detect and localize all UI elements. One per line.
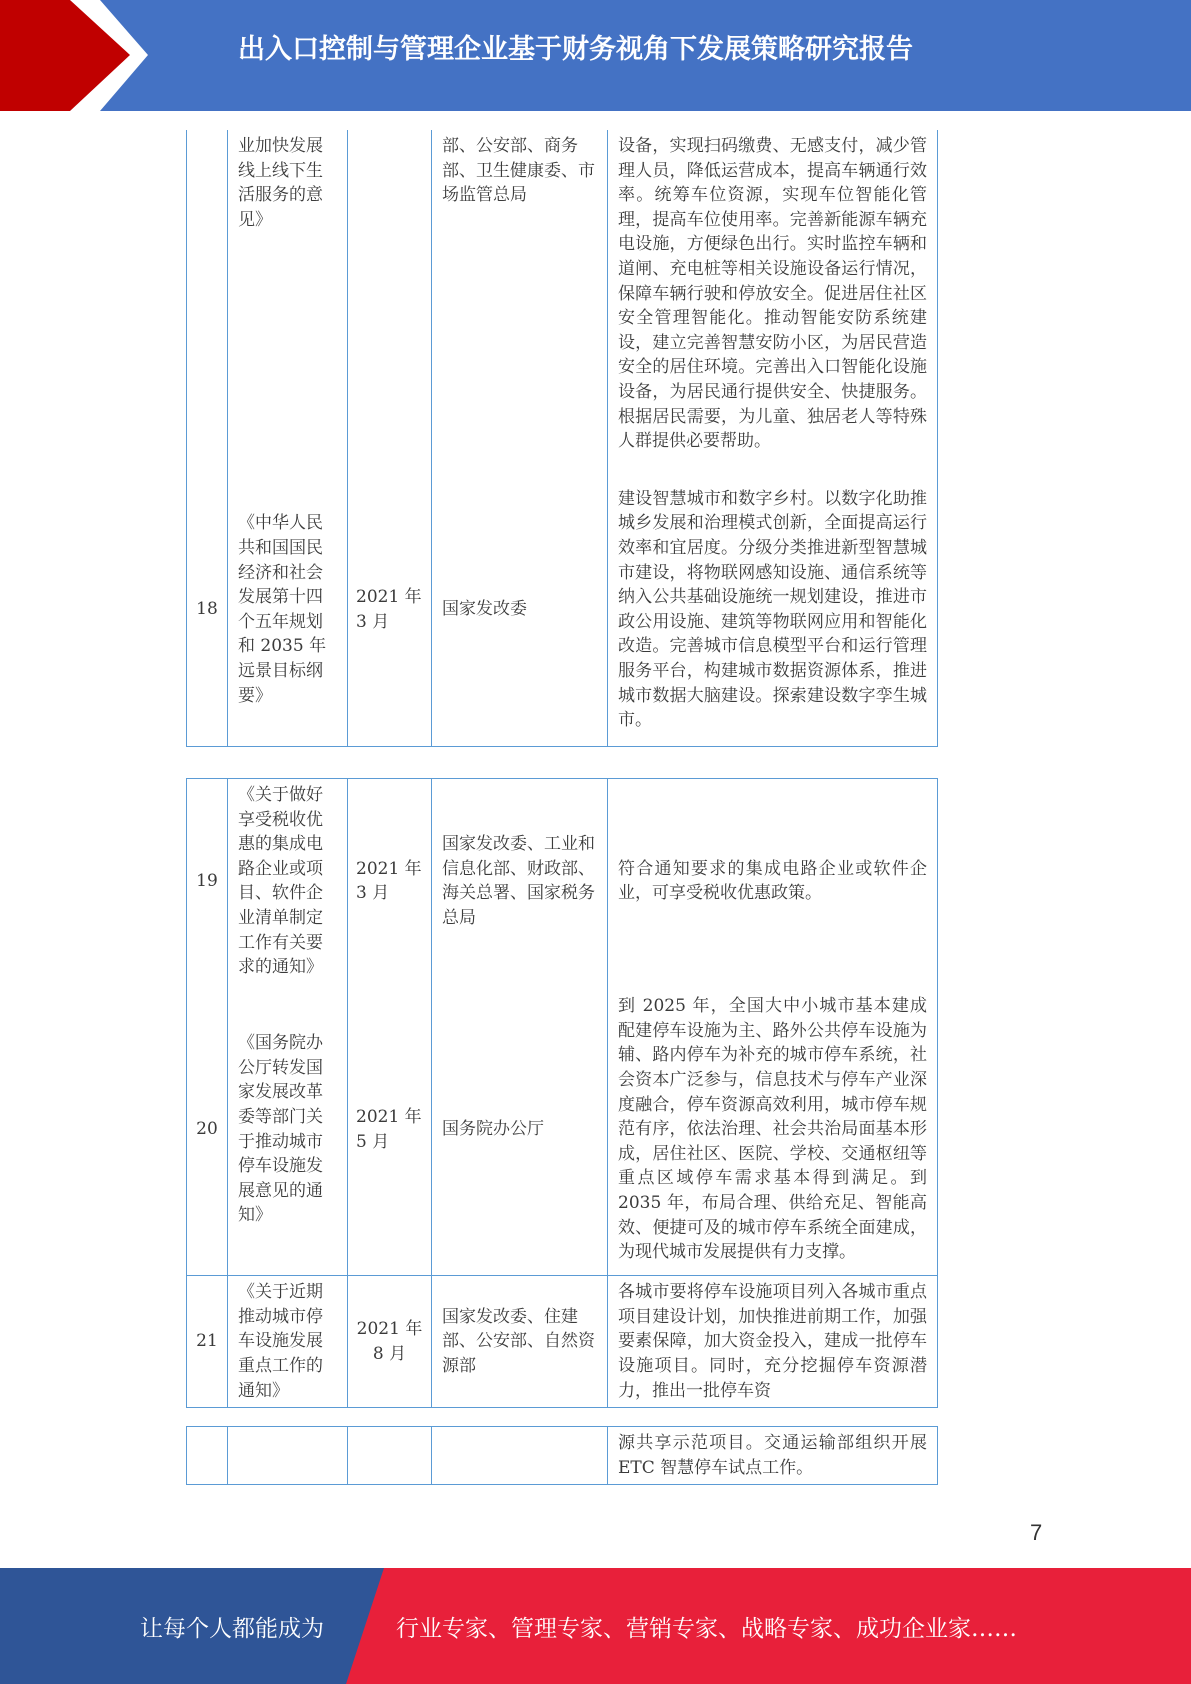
issuing-department: 国家发改委、工业和信息化部、财政部、海关总署、国家税务总局	[432, 779, 608, 984]
page-footer-banner	[0, 1568, 1191, 1684]
row-number: 18	[187, 474, 228, 746]
policy-content: 源共享示范项目。交通运输部组织开展 ETC 智慧停车试点工作。	[608, 1427, 938, 1485]
issue-date	[348, 130, 432, 474]
row-number	[187, 130, 228, 474]
issue-date: 2021 年 8 月	[348, 1276, 432, 1408]
policy-name	[228, 1427, 348, 1485]
row-number	[187, 1427, 228, 1485]
table-row	[187, 474, 938, 746]
row-number: 20	[187, 984, 228, 1276]
footer-slogan-left: 让每个人都能成为	[140, 1616, 324, 1642]
report-title: 出入口控制与管理企业基于财务视角下发展策略研究报告	[238, 34, 913, 65]
footer-slogan-right: 行业专家、管理专家、营销专家、战略专家、成功企业家……	[396, 1616, 1017, 1642]
policy-name: 《中华人民共和国国民经济和社会发展第十四个五年规划和 2035 年远景目标纲要》	[228, 474, 348, 746]
issuing-department: 国家发改委	[432, 474, 608, 746]
table-row	[187, 1276, 938, 1408]
table-row	[187, 984, 938, 1276]
policy-table-part-3	[186, 1426, 938, 1485]
policy-name: 《国务院办公厅转发国家发展改革委等部门关于推动城市停车设施发展意见的通知》	[228, 984, 348, 1276]
policy-content: 到 2025 年，全国大中小城市基本建成配建停车设施为主、路外公共停车设施为辅、路内停车为补充的城市停车系统，社会资本广泛参与，信息技术与停车产业深度融合，停车资源高效利用，城市停车规范有序，依法治理、社会共治局面基本形成，居住社区、医院、学校、交通枢纽等重点区域停车需求基本得到满足。到 2035 年，布局合理、供给充足、智能高效、便捷可及的城市停车系统全面建成，为现代城市发展提供有力支撑。	[608, 984, 938, 1276]
issue-date: 2021 年 3 月	[348, 779, 432, 984]
issuing-department: 国务院办公厅	[432, 984, 608, 1276]
issuing-department: 部、公安部、商务部、卫生健康委、市场监管总局	[432, 130, 608, 474]
page-number: 7	[1030, 1520, 1043, 1545]
issuing-department	[432, 1427, 608, 1485]
policy-content: 设备，实现扫码缴费、无感支付，减少管理人员，降低运营成本，提高车辆通行效率。统筹车位资源，实现车位智能化管理，提高车位使用率。完善新能源车辆充电设施，方便绿色出行。实时监控车辆和道闸、充电桩等相关设施设备运行情况，保障车辆行驶和停放安全。促进居住社区安全管理智能化。推动智能安防系统建设，建立完善智慧安防小区，为居民营造安全的居住环境。完善出入口智能化设施设备，为居民通行提供安全、快捷服务。根据居民需要，为儿童、独居老人等特殊人群提供必要帮助。	[608, 130, 938, 474]
issue-date	[348, 1427, 432, 1485]
policy-name: 业加快发展线上线下生活服务的意见》	[228, 130, 348, 474]
row-number: 21	[187, 1276, 228, 1408]
policy-name: 《关于近期推动城市停车设施发展重点工作的通知》	[228, 1276, 348, 1408]
issue-date: 2021 年 5 月	[348, 984, 432, 1276]
table-row	[187, 1427, 938, 1485]
table-row	[187, 779, 938, 984]
issuing-department: 国家发改委、住建部、公安部、自然资源部	[432, 1276, 608, 1408]
row-number: 19	[187, 779, 228, 984]
page-header-banner	[0, 0, 1191, 111]
policy-table-part-1	[186, 130, 938, 747]
policy-name: 《关于做好享受税收优惠的集成电路企业或项目、软件企业清单制定工作有关要求的通知》	[228, 779, 348, 984]
issue-date: 2021 年 3 月	[348, 474, 432, 746]
policy-table-part-2	[186, 778, 938, 1408]
policy-content: 各城市要将停车设施项目列入各城市重点项目建设计划，加快推进前期工作，加强要素保障，加大资金投入，建成一批停车设施项目。同时，充分挖掘停车资源潜力，推出一批停车资	[608, 1276, 938, 1408]
policy-content: 建设智慧城市和数字乡村。以数字化助推城乡发展和治理模式创新，全面提高运行效率和宜居度。分级分类推进新型智慧城市建设，将物联网感知设施、通信系统等纳入公共基础设施统一规划建设，推进市政公用设施、建筑等物联网应用和智能化改造。完善城市信息模型平台和运行管理服务平台，构建城市数据资源体系，推进城市数据大脑建设。探索建设数字孪生城市。	[608, 474, 938, 746]
table-row	[187, 130, 938, 474]
policy-content: 符合通知要求的集成电路企业或软件企业，可享受税收优惠政策。	[608, 779, 938, 984]
